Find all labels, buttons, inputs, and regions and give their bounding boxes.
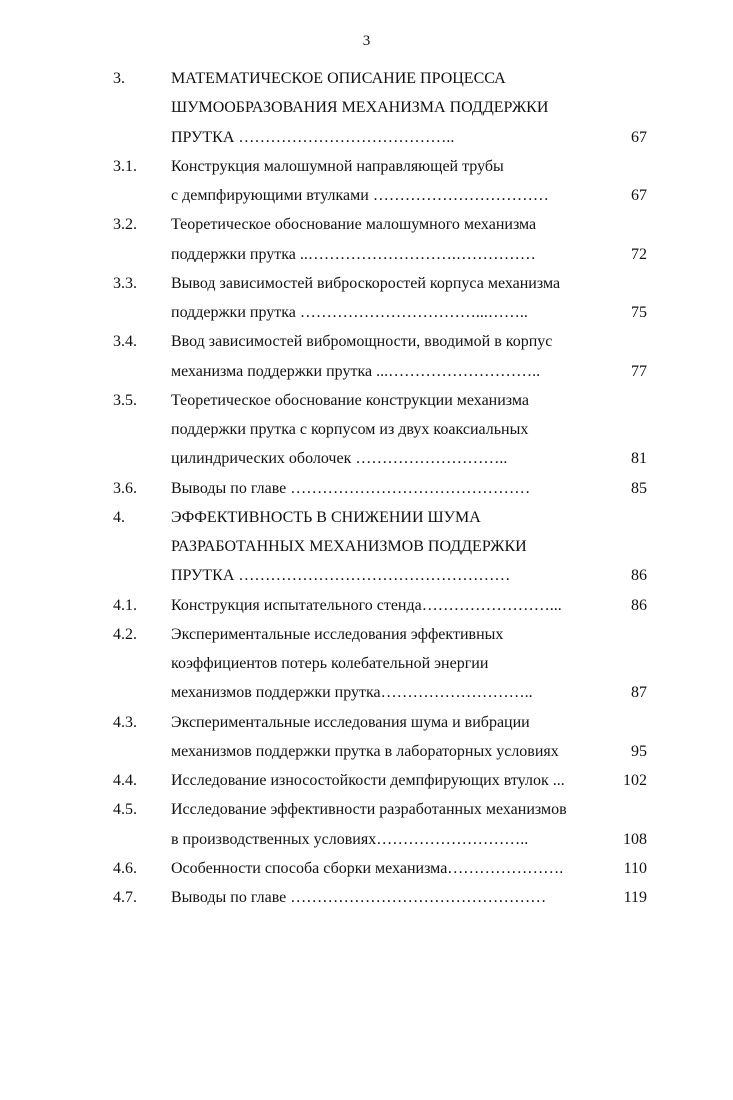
section-title-line: ШУМООБРАЗОВАНИЯ МЕХАНИЗМА ПОДДЕРЖКИ [171, 99, 549, 117]
section-title-line: поддержки прутка ..……………………….…………… [171, 245, 536, 263]
toc-entry [0, 708, 733, 767]
section-number: 3.4. [113, 333, 137, 351]
toc-entry-line [0, 795, 733, 824]
page-ref: 77 [631, 362, 647, 380]
page-ref: 87 [631, 684, 647, 702]
toc-entry-line [0, 298, 733, 327]
toc-entry-line [0, 503, 733, 532]
section-title-line: коэффициентов потерь колебательной энергии [171, 655, 489, 672]
toc-entry-line [0, 737, 733, 766]
section-title-line: поддержки прутка с корпусом из двух коаксиальных [171, 421, 529, 438]
toc-entry-line [0, 269, 733, 298]
section-title-line: МАТЕМАТИЧЕСКОЕ ОПИСАНИЕ ПРОЦЕССА [171, 70, 506, 87]
toc-entry-line [0, 444, 733, 473]
section-title-line: Исследование износостойкости демпфирующих втулок ... [171, 772, 565, 789]
toc-entry [0, 64, 733, 152]
section-number: 4.2. [113, 625, 137, 643]
toc-entry-line [0, 766, 733, 795]
toc-entry-line [0, 93, 733, 122]
page-ref: 85 [631, 479, 647, 497]
section-title-line: Экспериментальные исследования эффективных [171, 625, 504, 643]
section-title-line: Конструкция испытательного стенда……………………... [171, 596, 562, 614]
page-ref: 108 [623, 830, 647, 848]
section-title-line: Теоретическое обоснование конструкции механизма [171, 391, 530, 409]
page-ref: 119 [623, 889, 647, 906]
section-title-line: механизма поддержки прутка ...……………………….. [171, 362, 541, 380]
toc-entry-line [0, 415, 733, 444]
page-number: 3 [362, 33, 371, 49]
section-title-line: Теоретическое обоснование малошумного механизма [171, 216, 537, 234]
section-number: 4.5. [113, 801, 137, 819]
toc-entry-line [0, 386, 733, 415]
section-title-line: Особенности способа сборки механизма…………………. [171, 859, 564, 877]
toc-entry [0, 210, 733, 269]
page-ref: 95 [631, 742, 647, 760]
page-ref: 67 [631, 128, 647, 146]
toc-entry [0, 591, 733, 620]
page-ref: 75 [631, 304, 647, 321]
section-number: 4.7. [113, 889, 137, 906]
section-number: 3. [113, 70, 125, 87]
toc-entry-line [0, 123, 733, 152]
section-title-line: Экспериментальные исследования шума и вибрации [171, 713, 530, 731]
section-title-line: Вывод зависимостей виброскоростей корпуса механизма [171, 274, 561, 292]
section-number: 4.1. [113, 596, 137, 614]
page-ref: 102 [623, 772, 647, 789]
section-title-line: Выводы по главе ……………………………………… [171, 479, 531, 497]
toc-entry-line [0, 532, 733, 561]
toc-entry [0, 474, 733, 503]
toc-entry [0, 386, 733, 474]
toc-entry-line [0, 152, 733, 181]
toc-entry-line [0, 561, 733, 590]
toc-entry-line [0, 64, 733, 93]
section-title-line: Конструкция малошумной направляющей трубы [171, 157, 504, 175]
toc-entry-line [0, 357, 733, 386]
toc-entry-line [0, 678, 733, 707]
section-number: 3.3. [113, 274, 137, 292]
section-title-line: Выводы по главе ………………………………………… [171, 889, 547, 906]
section-number: 4.3. [113, 713, 137, 731]
section-number: 3.2. [113, 216, 137, 234]
section-title-line: механизмов поддержки прутка……………………….. [171, 684, 533, 702]
toc-entry [0, 152, 733, 211]
toc-entry-line [0, 474, 733, 503]
toc-entry-line [0, 327, 733, 356]
section-title-line: цилиндрических оболочек ……………………….. [171, 450, 508, 468]
page-ref: 67 [631, 187, 647, 204]
page-ref: 86 [631, 596, 647, 614]
section-title-line: ПРУТКА ………………………………….. [171, 128, 455, 146]
toc-entry [0, 795, 733, 854]
section-number: 4.4. [113, 772, 137, 789]
toc-entry-line [0, 883, 733, 912]
toc-entry-line [0, 240, 733, 269]
section-number: 4.6. [113, 859, 137, 877]
toc-entry [0, 620, 733, 708]
toc-entry-line [0, 854, 733, 883]
toc-entry-line [0, 649, 733, 678]
toc-entry [0, 854, 733, 883]
toc-entry [0, 327, 733, 386]
page-ref: 72 [631, 245, 647, 263]
section-number: 3.1. [113, 157, 137, 175]
toc-entry [0, 269, 733, 328]
table-of-contents [0, 64, 733, 912]
page-ref: 86 [631, 567, 647, 585]
toc-entry-line [0, 210, 733, 239]
section-title-line: ЭФФЕКТИВНОСТЬ В СНИЖЕНИИ ШУМА [171, 508, 481, 526]
toc-entry [0, 766, 733, 795]
section-title-line: ПРУТКА …………………………………………… [171, 567, 511, 585]
toc-entry-line [0, 591, 733, 620]
toc-entry-line [0, 620, 733, 649]
page-ref: 81 [631, 450, 647, 468]
section-title-line: поддержки прутка ……………………………...…….. [171, 304, 528, 321]
page-ref: 110 [623, 859, 647, 877]
toc-entry [0, 503, 733, 591]
toc-entry-line [0, 181, 733, 210]
toc-entry [0, 883, 733, 912]
section-title-line: механизмов поддержки прутка в лабораторных условиях [171, 742, 559, 760]
toc-entry-line [0, 708, 733, 737]
section-title-line: Исследование эффективности разработанных механизмов [171, 801, 567, 819]
section-number: 4. [113, 508, 125, 526]
section-number: 3.5. [113, 391, 137, 409]
section-title-line: Ввод зависимостей вибромощности, вводимой в корпус [171, 333, 553, 351]
toc-entry-line [0, 825, 733, 854]
section-title-line: РАЗРАБОТАННЫХ МЕХАНИЗМОВ ПОДДЕРЖКИ [171, 538, 527, 555]
section-title-line: в производственных условиях……………………….. [171, 830, 529, 848]
section-title-line: с демпфирующими втулками …………………………… [171, 187, 549, 204]
section-number: 3.6. [113, 479, 137, 497]
